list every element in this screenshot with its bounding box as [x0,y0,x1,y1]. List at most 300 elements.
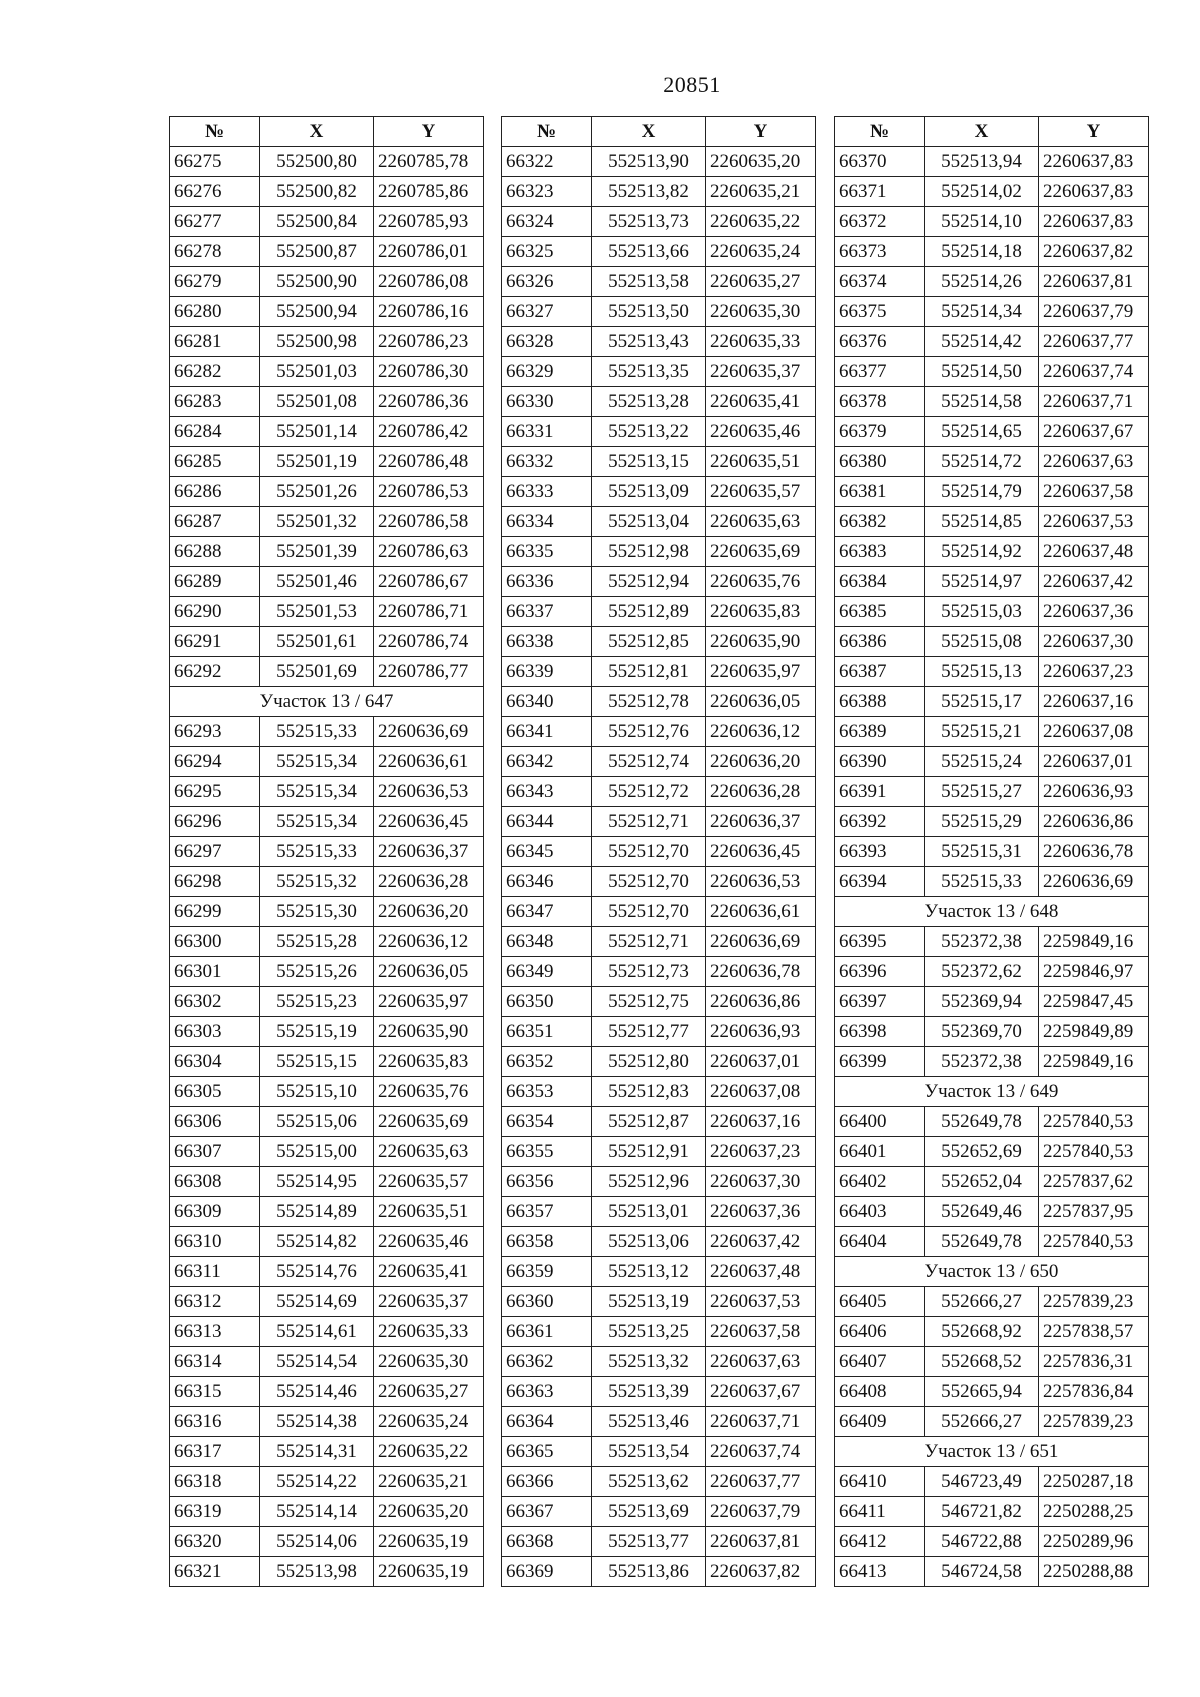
x-coordinate-cell: 552513,12 [592,1257,706,1287]
point-number-cell: 66277 [170,207,260,237]
point-number-cell: 66313 [170,1317,260,1347]
y-coordinate-cell: 2260637,71 [1039,387,1149,417]
point-number-cell: 66282 [170,357,260,387]
table-row [835,477,1149,507]
table-row [502,927,816,957]
table-row [170,1077,484,1107]
table-row [502,1197,816,1227]
table-row [835,207,1149,237]
point-number-cell: 66365 [502,1437,592,1467]
y-coordinate-cell: 2260637,83 [1039,177,1149,207]
x-coordinate-cell: 552372,38 [925,1047,1039,1077]
table-row [502,1497,816,1527]
x-coordinate-cell: 552515,34 [260,747,374,777]
point-number-cell: 66389 [835,717,925,747]
x-coordinate-cell: 552501,26 [260,477,374,507]
table-row [170,1047,484,1077]
point-number-cell: 66405 [835,1287,925,1317]
x-coordinate-cell: 552514,02 [925,177,1039,207]
point-number-cell: 66294 [170,747,260,777]
x-coordinate-cell: 552500,94 [260,297,374,327]
x-coordinate-cell: 552512,89 [592,597,706,627]
y-coordinate-cell: 2260636,61 [374,747,484,777]
point-number-cell: 66338 [502,627,592,657]
x-coordinate-cell: 552512,71 [592,807,706,837]
y-coordinate-cell: 2260636,78 [706,957,816,987]
y-coordinate-cell: 2260635,20 [706,147,816,177]
y-coordinate-cell: 2260635,30 [374,1347,484,1377]
x-coordinate-cell: 552512,76 [592,717,706,747]
y-coordinate-cell: 2260635,21 [374,1467,484,1497]
x-coordinate-cell: 552512,73 [592,957,706,987]
point-number-cell: 66322 [502,147,592,177]
table-header-row [170,117,484,147]
table-row [170,507,484,537]
point-number-cell: 66377 [835,357,925,387]
y-coordinate-cell: 2260635,63 [706,507,816,537]
table-row [835,1317,1149,1347]
point-number-cell: 66408 [835,1377,925,1407]
x-coordinate-cell: 552666,27 [925,1287,1039,1317]
y-coordinate-cell: 2260635,69 [706,537,816,567]
x-coordinate-cell: 552515,30 [260,897,374,927]
y-coordinate-cell: 2260786,53 [374,477,484,507]
x-coordinate-cell: 552514,72 [925,447,1039,477]
point-number-cell: 66394 [835,867,925,897]
x-coordinate-cell: 552515,26 [260,957,374,987]
y-coordinate-cell: 2260637,53 [706,1287,816,1317]
x-coordinate-cell: 552512,77 [592,1017,706,1047]
y-coordinate-cell: 2260637,82 [1039,237,1149,267]
y-coordinate-cell: 2260786,16 [374,297,484,327]
point-number-cell: 66393 [835,837,925,867]
point-number-cell: 66346 [502,867,592,897]
point-number-cell: 66404 [835,1227,925,1257]
header-number: № [170,117,260,147]
x-coordinate-cell: 552514,42 [925,327,1039,357]
y-coordinate-cell: 2257840,53 [1039,1107,1149,1137]
point-number-cell: 66329 [502,357,592,387]
table-row [502,657,816,687]
point-number-cell: 66391 [835,777,925,807]
table-row [835,507,1149,537]
table-row [502,327,816,357]
y-coordinate-cell: 2257839,23 [1039,1287,1149,1317]
point-number-cell: 66319 [170,1497,260,1527]
table-row [502,1287,816,1317]
x-coordinate-cell: 552649,78 [925,1107,1039,1137]
table-row [502,357,816,387]
y-coordinate-cell: 2260635,37 [706,357,816,387]
y-coordinate-cell: 2250288,25 [1039,1497,1149,1527]
x-coordinate-cell: 552372,62 [925,957,1039,987]
table-row [835,1197,1149,1227]
y-coordinate-cell: 2260635,51 [706,447,816,477]
y-coordinate-cell: 2260637,81 [1039,267,1149,297]
point-number-cell: 66304 [170,1047,260,1077]
x-coordinate-cell: 552513,77 [592,1527,706,1557]
point-number-cell: 66402 [835,1167,925,1197]
y-coordinate-cell: 2260636,53 [374,777,484,807]
coordinates-table-3 [834,116,1149,1587]
y-coordinate-cell: 2260635,83 [374,1047,484,1077]
table-row [170,1467,484,1497]
point-number-cell: 66385 [835,597,925,627]
x-coordinate-cell: 552501,19 [260,447,374,477]
point-number-cell: 66400 [835,1107,925,1137]
point-number-cell: 66333 [502,477,592,507]
x-coordinate-cell: 552512,94 [592,567,706,597]
x-coordinate-cell: 552515,13 [925,657,1039,687]
y-coordinate-cell: 2260635,24 [706,237,816,267]
y-coordinate-cell: 2260635,97 [706,657,816,687]
header-y: Y [706,117,816,147]
y-coordinate-cell: 2260637,36 [1039,597,1149,627]
x-coordinate-cell: 552514,18 [925,237,1039,267]
x-coordinate-cell: 552514,89 [260,1197,374,1227]
x-coordinate-cell: 552512,70 [592,867,706,897]
x-coordinate-cell: 552514,92 [925,537,1039,567]
x-coordinate-cell: 552501,39 [260,537,374,567]
point-number-cell: 66334 [502,507,592,537]
y-coordinate-cell: 2260635,20 [374,1497,484,1527]
point-number-cell: 66413 [835,1557,925,1587]
table-row [835,627,1149,657]
point-number-cell: 66350 [502,987,592,1017]
table-row [170,717,484,747]
y-coordinate-cell: 2257839,23 [1039,1407,1149,1437]
table-row [835,717,1149,747]
x-coordinate-cell: 552513,58 [592,267,706,297]
point-number-cell: 66384 [835,567,925,597]
point-number-cell: 66275 [170,147,260,177]
x-coordinate-cell: 552515,34 [260,777,374,807]
section-title: Участок 13 / 647 [170,687,484,717]
table-row [835,177,1149,207]
x-coordinate-cell: 552515,33 [260,717,374,747]
x-coordinate-cell: 552501,03 [260,357,374,387]
table-row [502,687,816,717]
table-body [502,147,816,1587]
table-row [835,657,1149,687]
y-coordinate-cell: 2260786,71 [374,597,484,627]
table-row [835,387,1149,417]
y-coordinate-cell: 2260637,74 [706,1437,816,1467]
table-row [835,987,1149,1017]
point-number-cell: 66276 [170,177,260,207]
coordinates-table-1 [169,116,484,1587]
y-coordinate-cell: 2260635,76 [706,567,816,597]
x-coordinate-cell: 552515,29 [925,807,1039,837]
table-row [502,387,816,417]
point-number-cell: 66380 [835,447,925,477]
table-row [502,1107,816,1137]
point-number-cell: 66321 [170,1557,260,1587]
x-coordinate-cell: 552515,33 [260,837,374,867]
y-coordinate-cell: 2260637,08 [706,1077,816,1107]
y-coordinate-cell: 2260635,83 [706,597,816,627]
x-coordinate-cell: 552513,35 [592,357,706,387]
x-coordinate-cell: 552500,80 [260,147,374,177]
point-number-cell: 66348 [502,927,592,957]
x-coordinate-cell: 552514,06 [260,1527,374,1557]
table-row [502,507,816,537]
point-number-cell: 66314 [170,1347,260,1377]
header-x: X [260,117,374,147]
table-row [170,1107,484,1137]
table-row [835,1287,1149,1317]
y-coordinate-cell: 2260637,48 [706,1257,816,1287]
x-coordinate-cell: 552512,87 [592,1107,706,1137]
table-row [835,1557,1149,1587]
table-row [502,987,816,1017]
table-row [835,447,1149,477]
x-coordinate-cell: 552501,46 [260,567,374,597]
table-row [835,1467,1149,1497]
y-coordinate-cell: 2260637,79 [1039,297,1149,327]
point-number-cell: 66312 [170,1287,260,1317]
y-coordinate-cell: 2250289,96 [1039,1527,1149,1557]
y-coordinate-cell: 2260637,30 [706,1167,816,1197]
table-row [170,1017,484,1047]
point-number-cell: 66286 [170,477,260,507]
point-number-cell: 66366 [502,1467,592,1497]
x-coordinate-cell: 552666,27 [925,1407,1039,1437]
table-row [502,717,816,747]
x-coordinate-cell: 552515,19 [260,1017,374,1047]
y-coordinate-cell: 2260635,27 [706,267,816,297]
point-number-cell: 66311 [170,1257,260,1287]
x-coordinate-cell: 552514,26 [925,267,1039,297]
y-coordinate-cell: 2260637,71 [706,1407,816,1437]
table-row [502,417,816,447]
table-row [502,627,816,657]
x-coordinate-cell: 552501,32 [260,507,374,537]
point-number-cell: 66412 [835,1527,925,1557]
table-row [502,1317,816,1347]
x-coordinate-cell: 552513,04 [592,507,706,537]
y-coordinate-cell: 2260635,46 [706,417,816,447]
point-number-cell: 66307 [170,1137,260,1167]
x-coordinate-cell: 552512,91 [592,1137,706,1167]
table-row [502,1437,816,1467]
x-coordinate-cell: 552369,70 [925,1017,1039,1047]
point-number-cell: 66344 [502,807,592,837]
point-number-cell: 66324 [502,207,592,237]
x-coordinate-cell: 552513,82 [592,177,706,207]
table-row [502,807,816,837]
section-header-row [835,1077,1149,1107]
point-number-cell: 66309 [170,1197,260,1227]
table-row [170,807,484,837]
point-number-cell: 66335 [502,537,592,567]
y-coordinate-cell: 2260635,22 [706,207,816,237]
x-coordinate-cell: 552515,33 [925,867,1039,897]
table-row [835,1017,1149,1047]
table-row [835,297,1149,327]
point-number-cell: 66285 [170,447,260,477]
y-coordinate-cell: 2260636,45 [374,807,484,837]
point-number-cell: 66392 [835,807,925,837]
y-coordinate-cell: 2260635,33 [374,1317,484,1347]
point-number-cell: 66403 [835,1197,925,1227]
table-row [502,1227,816,1257]
y-coordinate-cell: 2260637,77 [706,1467,816,1497]
point-number-cell: 66407 [835,1347,925,1377]
table-row [502,897,816,927]
y-coordinate-cell: 2260636,20 [706,747,816,777]
x-coordinate-cell: 552513,43 [592,327,706,357]
table-row [170,1407,484,1437]
y-coordinate-cell: 2259849,16 [1039,927,1149,957]
y-coordinate-cell: 2260635,19 [374,1527,484,1557]
y-coordinate-cell: 2260637,42 [706,1227,816,1257]
x-coordinate-cell: 552513,09 [592,477,706,507]
point-number-cell: 66295 [170,777,260,807]
page-number: 20851 [663,72,721,97]
y-coordinate-cell: 2260786,01 [374,237,484,267]
point-number-cell: 66368 [502,1527,592,1557]
x-coordinate-cell: 552514,31 [260,1437,374,1467]
point-number-cell: 66381 [835,477,925,507]
point-number-cell: 66359 [502,1257,592,1287]
y-coordinate-cell: 2260635,41 [374,1257,484,1287]
point-number-cell: 66281 [170,327,260,357]
point-number-cell: 66355 [502,1137,592,1167]
x-coordinate-cell: 552513,46 [592,1407,706,1437]
point-number-cell: 66343 [502,777,592,807]
point-number-cell: 66303 [170,1017,260,1047]
point-number-cell: 66342 [502,747,592,777]
table-row [835,1137,1149,1167]
point-number-cell: 66399 [835,1047,925,1077]
table-row [502,267,816,297]
table-row [502,1527,816,1557]
point-number-cell: 66398 [835,1017,925,1047]
y-coordinate-cell: 2260637,81 [706,1527,816,1557]
table-row [502,1407,816,1437]
table-row [835,1107,1149,1137]
point-number-cell: 66318 [170,1467,260,1497]
y-coordinate-cell: 2260786,08 [374,267,484,297]
y-coordinate-cell: 2260637,23 [1039,657,1149,687]
y-coordinate-cell: 2260636,20 [374,897,484,927]
y-coordinate-cell: 2257838,57 [1039,1317,1149,1347]
table-row [502,567,816,597]
point-number-cell: 66302 [170,987,260,1017]
y-coordinate-cell: 2260637,67 [1039,417,1149,447]
point-number-cell: 66397 [835,987,925,1017]
x-coordinate-cell: 552512,74 [592,747,706,777]
point-number-cell: 66374 [835,267,925,297]
y-coordinate-cell: 2260637,30 [1039,627,1149,657]
point-number-cell: 66396 [835,957,925,987]
point-number-cell: 66280 [170,297,260,327]
x-coordinate-cell: 552513,73 [592,207,706,237]
table-row [170,1167,484,1197]
y-coordinate-cell: 2260786,36 [374,387,484,417]
section-header-row [835,897,1149,927]
y-coordinate-cell: 2260636,61 [706,897,816,927]
table-row [170,957,484,987]
point-number-cell: 66331 [502,417,592,447]
table-row [170,417,484,447]
table-row [835,537,1149,567]
x-coordinate-cell: 552500,82 [260,177,374,207]
x-coordinate-cell: 552513,25 [592,1317,706,1347]
table-row [170,267,484,297]
y-coordinate-cell: 2260786,48 [374,447,484,477]
x-coordinate-cell: 552513,98 [260,1557,374,1587]
x-coordinate-cell: 552514,54 [260,1347,374,1377]
point-number-cell: 66356 [502,1167,592,1197]
x-coordinate-cell: 552515,23 [260,987,374,1017]
x-coordinate-cell: 552649,78 [925,1227,1039,1257]
table-row [170,1497,484,1527]
table-row [835,1347,1149,1377]
table-row [502,237,816,267]
table-row [170,537,484,567]
point-number-cell: 66296 [170,807,260,837]
header-number: № [502,117,592,147]
x-coordinate-cell: 552514,61 [260,1317,374,1347]
point-number-cell: 66288 [170,537,260,567]
y-coordinate-cell: 2260637,58 [1039,477,1149,507]
point-number-cell: 66388 [835,687,925,717]
x-coordinate-cell: 552513,39 [592,1377,706,1407]
x-coordinate-cell: 552513,69 [592,1497,706,1527]
y-coordinate-cell: 2260786,58 [374,507,484,537]
point-number-cell: 66354 [502,1107,592,1137]
x-coordinate-cell: 552513,94 [925,147,1039,177]
y-coordinate-cell: 2260635,69 [374,1107,484,1137]
point-number-cell: 66382 [835,507,925,537]
point-number-cell: 66327 [502,297,592,327]
y-coordinate-cell: 2260635,27 [374,1377,484,1407]
point-number-cell: 66297 [170,837,260,867]
x-coordinate-cell: 552515,00 [260,1137,374,1167]
y-coordinate-cell: 2260635,57 [374,1167,484,1197]
y-coordinate-cell: 2260635,24 [374,1407,484,1437]
y-coordinate-cell: 2260636,28 [374,867,484,897]
x-coordinate-cell: 552514,95 [260,1167,374,1197]
point-number-cell: 66323 [502,177,592,207]
x-coordinate-cell: 546722,88 [925,1527,1039,1557]
x-coordinate-cell: 552514,58 [925,387,1039,417]
y-coordinate-cell: 2260636,37 [706,807,816,837]
point-number-cell: 66375 [835,297,925,327]
header-y: Y [374,117,484,147]
point-number-cell: 66352 [502,1047,592,1077]
y-coordinate-cell: 2260636,37 [374,837,484,867]
x-coordinate-cell: 552514,76 [260,1257,374,1287]
table-row [170,657,484,687]
point-number-cell: 66371 [835,177,925,207]
y-coordinate-cell: 2260636,69 [374,717,484,747]
x-coordinate-cell: 552512,70 [592,897,706,927]
x-coordinate-cell: 552514,85 [925,507,1039,537]
point-number-cell: 66287 [170,507,260,537]
table-row [835,597,1149,627]
point-number-cell: 66409 [835,1407,925,1437]
x-coordinate-cell: 552514,10 [925,207,1039,237]
table-row [502,1257,816,1287]
table-row [170,597,484,627]
table-row [502,1377,816,1407]
y-coordinate-cell: 2260635,37 [374,1287,484,1317]
point-number-cell: 66283 [170,387,260,417]
y-coordinate-cell: 2260636,69 [706,927,816,957]
